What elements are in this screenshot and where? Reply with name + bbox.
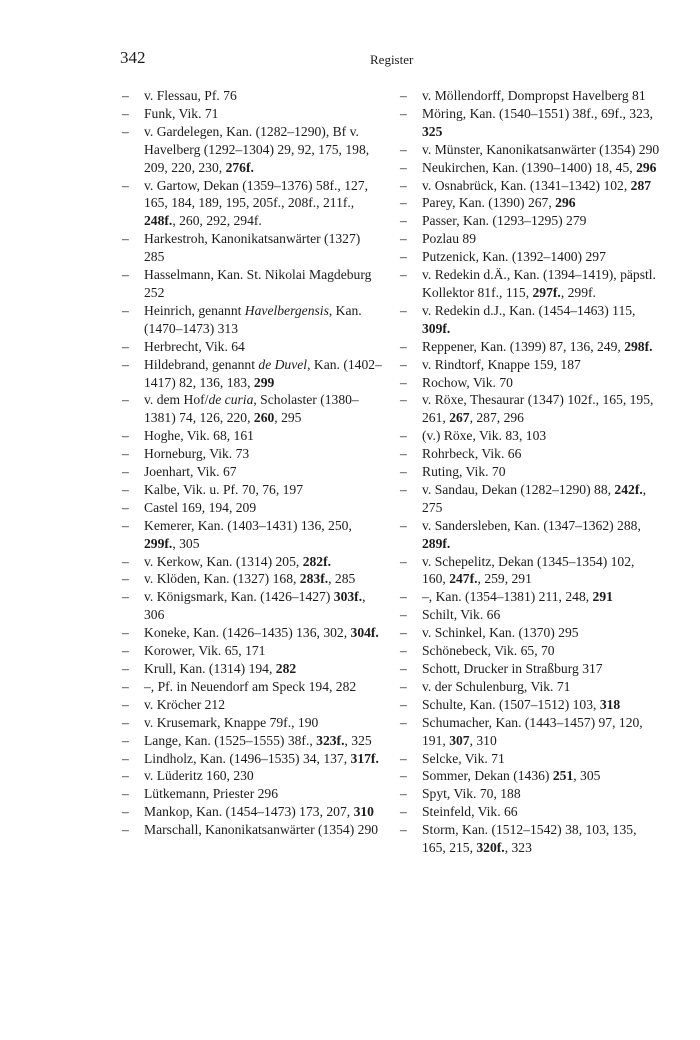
entry-text: Lindholz, Kan. (1496–1535) 34, 137, bbox=[144, 750, 351, 766]
index-entry bbox=[398, 302, 660, 338]
index-entry bbox=[120, 732, 382, 750]
entry-text: , 285 bbox=[328, 571, 356, 587]
index-entry bbox=[398, 248, 660, 266]
index-entry bbox=[120, 553, 382, 571]
index-entry bbox=[398, 230, 660, 248]
entry-text: Rochow, Vik. 70 bbox=[422, 374, 513, 390]
entry-text: v. Königsmark, Kan. (1426–1427) bbox=[144, 589, 334, 605]
index-entry bbox=[120, 767, 382, 785]
bold-page-ref: 304f. bbox=[350, 625, 379, 641]
entry-text: , 295 bbox=[274, 410, 302, 426]
index-entry bbox=[120, 123, 382, 177]
bold-page-ref: 289f. bbox=[422, 535, 451, 551]
index-entry bbox=[120, 678, 382, 696]
index-entry bbox=[398, 141, 660, 159]
entry-text: , 305 bbox=[573, 768, 601, 784]
bold-page-ref: 299 bbox=[253, 374, 275, 390]
index-entry bbox=[120, 87, 382, 105]
bold-page-ref: 248f. bbox=[144, 213, 173, 229]
entry-text: Selcke, Vik. 71 bbox=[422, 750, 505, 766]
entry-text: v. Münster, Kanonikatsanwärter (1354) 290 bbox=[422, 141, 660, 157]
entry-text: Koneke, Kan. (1426–1435) 136, 302, bbox=[144, 625, 351, 641]
index-entry bbox=[398, 714, 660, 750]
entry-text: Parey, Kan. (1390) 267, bbox=[422, 195, 556, 211]
index-entry bbox=[398, 821, 660, 857]
bold-page-ref: 320f. bbox=[476, 840, 505, 856]
entry-text: Schumacher, Kan. (1443–1457) 97, 120, 191, bbox=[422, 714, 643, 748]
index-entry bbox=[398, 553, 660, 589]
entry-text: Steinfeld, Vik. 66 bbox=[422, 804, 518, 820]
index-entry bbox=[398, 427, 660, 445]
entry-text: , 305 bbox=[172, 535, 200, 551]
entry-text: v. Röxe, Thesaurar (1347) 102f., 165, 195, 261, bbox=[422, 392, 654, 426]
bold-page-ref: 247f. bbox=[449, 571, 478, 587]
entry-text: (v.) Röxe, Vik. 83, 103 bbox=[422, 428, 547, 444]
index-entry bbox=[120, 588, 382, 624]
index-entry bbox=[398, 105, 660, 141]
bold-page-ref: 296 bbox=[555, 195, 576, 211]
entry-text: Hoghe, Vik. 68, 161 bbox=[144, 428, 254, 444]
entry-text: v. Gartow, Dekan (1359–1376) 58f., 127, 165, 184, 189, 195, 205f., 208f., 211f., bbox=[144, 177, 368, 211]
entry-text: Mankop, Kan. (1454–1473) 173, 207, bbox=[144, 804, 354, 820]
entry-text: v. Kröcher 212 bbox=[144, 696, 226, 712]
entry-text: Marschall, Kanonikatsanwärter (1354) 290 bbox=[144, 822, 379, 838]
italic-term: de curia bbox=[208, 392, 254, 408]
index-entry bbox=[398, 177, 660, 195]
index-entry bbox=[398, 481, 660, 517]
entry-text: v. Sandersleben, Kan. (1347–1362) 288, bbox=[422, 517, 641, 533]
index-entry bbox=[120, 642, 382, 660]
entry-text: v. der Schulenburg, Vik. 71 bbox=[422, 678, 571, 694]
index-entry bbox=[398, 660, 660, 678]
index-entry bbox=[120, 445, 382, 463]
index-entry bbox=[398, 696, 660, 714]
index-entry bbox=[398, 391, 660, 427]
entry-text: Rohrbeck, Vik. 66 bbox=[422, 446, 522, 462]
entry-text: v. Klöden, Kan. (1327) 168, bbox=[144, 571, 300, 587]
entry-text: Hildebrand, genannt bbox=[144, 356, 259, 372]
entry-text: v. Lüderitz 160, 230 bbox=[144, 768, 254, 784]
index-entry bbox=[398, 338, 660, 356]
bold-page-ref: 303f. bbox=[333, 589, 363, 605]
page-number: 342 bbox=[120, 48, 146, 67]
bold-page-ref: 307 bbox=[449, 732, 470, 748]
entry-text: , Kan. (1470–1473) 313 bbox=[144, 302, 362, 336]
entry-text: , Kan. (1402–1417) 82, 136, 183, bbox=[144, 356, 382, 390]
index-entry bbox=[120, 463, 382, 481]
bold-page-ref: 323f. bbox=[316, 732, 345, 748]
index-entry bbox=[120, 302, 382, 338]
entry-text: Horneburg, Vik. 73 bbox=[144, 446, 250, 462]
bold-page-ref: 276f. bbox=[225, 159, 254, 175]
entry-text: , 259, 291 bbox=[477, 571, 532, 587]
entry-text: Pozlau 89 bbox=[422, 231, 476, 247]
index-entry bbox=[120, 427, 382, 445]
italic-term: de Duvel bbox=[258, 356, 308, 372]
index-entry bbox=[398, 212, 660, 230]
bold-page-ref: 310 bbox=[353, 804, 374, 820]
entry-text: v. Schinkel, Kan. (1370) 295 bbox=[422, 625, 579, 641]
index-entry bbox=[120, 803, 382, 821]
entry-text: Neukirchen, Kan. (1390–1400) 18, 45, bbox=[422, 159, 637, 175]
entry-text: Korower, Vik. 65, 171 bbox=[144, 643, 266, 659]
entry-text: Herbrecht, Vik. 64 bbox=[144, 338, 245, 354]
bold-page-ref: 325 bbox=[422, 123, 443, 139]
index-entry bbox=[398, 356, 660, 374]
index-entry bbox=[120, 391, 382, 427]
index-entry bbox=[398, 194, 660, 212]
bold-page-ref: 287 bbox=[630, 177, 652, 193]
entry-text: , Scholaster (1380–1381) 74, 126, 220, bbox=[144, 392, 359, 426]
index-entry bbox=[398, 517, 660, 553]
index-entry bbox=[398, 588, 660, 606]
entry-text: , 260, 292, 294f. bbox=[172, 213, 262, 229]
entry-text: v. dem Hof/ bbox=[144, 392, 209, 408]
index-entry bbox=[398, 445, 660, 463]
entry-text: Heinrich, genannt bbox=[144, 302, 245, 318]
entry-text: –, Kan. (1354–1381) 211, 248, bbox=[422, 589, 593, 605]
bold-page-ref: 298f. bbox=[624, 338, 653, 354]
index-entry bbox=[120, 624, 382, 642]
bold-page-ref: 283f. bbox=[299, 571, 329, 587]
index-entry bbox=[120, 821, 382, 839]
index-entry bbox=[398, 87, 660, 105]
entry-text: v. Redekin d.Ä., Kan. (1394–1419), päpstl. Kollektor 81f., 115, bbox=[422, 267, 656, 300]
index-entry bbox=[398, 266, 660, 302]
italic-term: Havelbergensis bbox=[244, 302, 329, 318]
bold-page-ref: 309f. bbox=[422, 320, 451, 336]
bold-page-ref: 251 bbox=[552, 768, 574, 784]
entry-text: Reppener, Kan. (1399) 87, 136, 249, bbox=[422, 338, 625, 354]
entry-text: Harkestroh, Kanonikatsanwärter (1327) 285 bbox=[144, 231, 361, 265]
index-entry bbox=[398, 159, 660, 177]
bold-page-ref: 267 bbox=[449, 410, 470, 426]
entry-text: Spyt, Vik. 70, 188 bbox=[422, 786, 521, 802]
entry-text: Hasselmann, Kan. St. Nikolai Magdeburg 252 bbox=[144, 267, 372, 300]
index-column-right bbox=[398, 87, 660, 857]
entry-text: Lütkemann, Priester 296 bbox=[144, 786, 279, 802]
index-entry bbox=[120, 338, 382, 356]
entry-text: , 323 bbox=[504, 840, 532, 856]
entry-text: v. Kerkow, Kan. (1314) 205, bbox=[144, 553, 303, 569]
entry-text: Kalbe, Vik. u. Pf. 70, 76, 197 bbox=[144, 481, 304, 497]
index-entry bbox=[398, 374, 660, 392]
index-entry bbox=[120, 266, 382, 302]
entry-text: v. Osnabrück, Kan. (1341–1342) 102, bbox=[422, 177, 631, 193]
index-entry bbox=[120, 570, 382, 588]
entry-text: , 287, 296 bbox=[469, 410, 524, 426]
entry-text: Kemerer, Kan. (1403–1431) 136, 250, bbox=[144, 517, 352, 533]
index-entry bbox=[120, 714, 382, 732]
index-entry bbox=[398, 785, 660, 803]
index-entry bbox=[398, 642, 660, 660]
entry-text: , 325 bbox=[344, 732, 372, 748]
index-entry bbox=[398, 463, 660, 481]
index-entry bbox=[398, 678, 660, 696]
bold-page-ref: 282f. bbox=[302, 553, 332, 569]
bold-page-ref: 282 bbox=[275, 661, 297, 676]
index-entry bbox=[120, 356, 382, 392]
entry-text: Schott, Drucker in Straßburg 317 bbox=[422, 661, 603, 676]
running-head: Register bbox=[370, 52, 414, 67]
index-entry bbox=[120, 177, 382, 231]
index-entry bbox=[120, 105, 382, 123]
index-entry bbox=[120, 750, 382, 768]
entry-text: Funk, Vik. 71 bbox=[144, 105, 219, 121]
entry-text: , 310 bbox=[469, 732, 497, 748]
bold-page-ref: 317f. bbox=[350, 750, 379, 766]
bold-page-ref: 299f. bbox=[144, 535, 173, 551]
entry-text: v. Schepelitz, Dekan (1345–1354) 102, 160, bbox=[422, 553, 635, 587]
index-entry bbox=[120, 660, 382, 678]
entry-text: v. Krusemark, Knappe 79f., 190 bbox=[144, 714, 319, 730]
bold-page-ref: 242f. bbox=[614, 481, 643, 497]
entry-text: v. Flessau, Pf. 76 bbox=[144, 88, 237, 103]
index-entry bbox=[398, 750, 660, 768]
entry-text: Ruting, Vik. 70 bbox=[422, 464, 506, 480]
entry-text: Lange, Kan. (1525–1555) 38f., bbox=[144, 732, 317, 748]
bold-page-ref: 260 bbox=[253, 410, 275, 426]
index-column-left bbox=[120, 87, 382, 839]
entry-text: Storm, Kan. (1512–1542) 38, 103, 135, 165, 215, bbox=[422, 822, 637, 856]
entry-text: Castel 169, 194, 209 bbox=[144, 499, 257, 515]
entry-text: Möring, Kan. (1540–1551) 38f., 69f., 323, bbox=[422, 105, 654, 121]
bold-page-ref: 318 bbox=[599, 696, 621, 712]
entry-text: Schilt, Vik. 66 bbox=[422, 607, 501, 623]
index-entry bbox=[398, 803, 660, 821]
entry-text: Schönebeck, Vik. 65, 70 bbox=[422, 643, 555, 659]
entry-text: , 299f. bbox=[560, 284, 596, 300]
index-entry bbox=[398, 624, 660, 642]
entry-text: v. Sandau, Dekan (1282–1290) 88, bbox=[422, 481, 615, 497]
bold-page-ref: 297f. bbox=[532, 284, 561, 300]
index-entry bbox=[120, 517, 382, 553]
entry-text: Schulte, Kan. (1507–1512) 103, bbox=[422, 696, 600, 712]
index-entry bbox=[398, 606, 660, 624]
entry-text: v. Gardelegen, Kan. (1282–1290), Bf v. Havelberg (1292–1304) 29, 92, 175, 198, 209, 220, 230, bbox=[144, 123, 370, 175]
entry-text: Putzenick, Kan. (1392–1400) 297 bbox=[422, 249, 606, 265]
entry-text: Passer, Kan. (1293–1295) 279 bbox=[422, 213, 587, 229]
bold-page-ref: 296 bbox=[636, 159, 657, 175]
entry-text: Sommer, Dekan (1436) bbox=[422, 768, 553, 784]
bold-page-ref: 291 bbox=[592, 589, 613, 605]
index-entry bbox=[120, 785, 382, 803]
entry-text: –, Pf. in Neuendorf am Speck 194, 282 bbox=[144, 678, 357, 694]
entry-text: , 275 bbox=[422, 481, 647, 515]
index-entry bbox=[120, 230, 382, 266]
entry-text: , 306 bbox=[144, 589, 366, 623]
index-entry bbox=[398, 767, 660, 785]
entry-text: Krull, Kan. (1314) 194, bbox=[144, 661, 276, 676]
index-entry bbox=[120, 481, 382, 499]
index-entry bbox=[120, 499, 382, 517]
entry-text: v. Möllendorff, Dompropst Havelberg 81 bbox=[422, 88, 646, 103]
entry-text: v. Redekin d.J., Kan. (1454–1463) 115, bbox=[422, 302, 636, 318]
entry-text: v. Rindtorf, Knappe 159, 187 bbox=[422, 356, 581, 372]
entry-text: Joenhart, Vik. 67 bbox=[144, 464, 237, 480]
index-entry bbox=[120, 696, 382, 714]
